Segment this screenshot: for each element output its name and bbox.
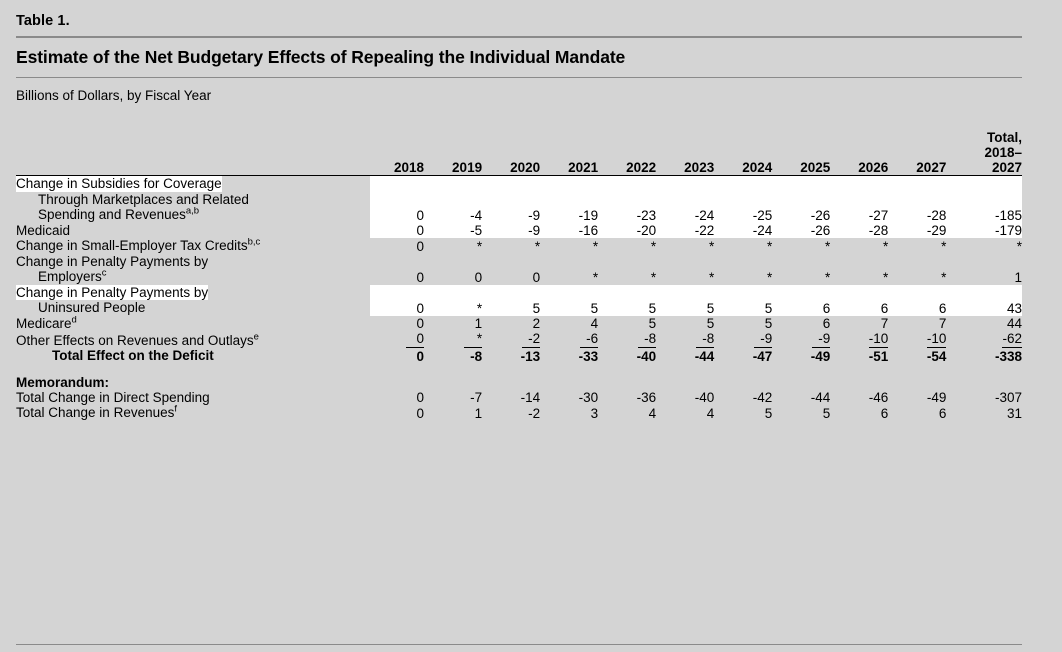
cell-value: * — [592, 238, 599, 254]
cell-value: 6 — [772, 285, 830, 316]
cell-value: -28 — [888, 176, 946, 223]
cell-value: 1 — [474, 405, 483, 421]
cell-value: 5 — [764, 405, 773, 421]
total-header-line-2: 2018– — [984, 145, 1022, 160]
row-label-line-1: Change in Subsidies for Coverage — [16, 176, 222, 191]
cell-value: * — [883, 269, 889, 285]
memorandum-heading: Memorandum: — [16, 374, 110, 390]
cell-value: -4 — [424, 176, 482, 223]
column-header-2025: 2025 — [772, 109, 830, 176]
table-row — [16, 285, 1022, 316]
cell-value: -49 — [810, 348, 831, 364]
row-label-penalty-uninsured — [16, 285, 370, 316]
cell-value: 0 — [416, 405, 425, 421]
cell-value: * — [708, 269, 715, 285]
table-row — [16, 405, 1022, 421]
cell-value: -22 — [656, 223, 714, 239]
cell-value: -9 — [714, 331, 772, 348]
cell-value: -24 — [714, 223, 772, 239]
cell-value: 7 — [880, 316, 889, 331]
row-label-line-3: Spending and Revenues$^{a,b}$ — [38, 205, 200, 222]
row-label-medicaid: Medicaid — [16, 222, 71, 238]
cell-value: -7 — [470, 390, 483, 405]
cell-value-total: -307 — [994, 390, 1022, 405]
total-header-line-1: Total, — [987, 130, 1022, 145]
row-label-other-effects: Other Effects on Revenues and Outlays$^e$ — [16, 331, 259, 348]
cell-value-total: -179 — [946, 223, 1022, 239]
footnote-marker: d — [71, 314, 77, 325]
cell-value: 0 — [370, 285, 424, 316]
cell-value: -30 — [578, 390, 599, 405]
cell-value: 1 — [474, 316, 483, 331]
cell-value: * — [650, 238, 657, 254]
cell-value: * — [941, 238, 947, 254]
table-title: Estimate of the Net Budgetary Effects of Repealing the Individual Mandate — [16, 47, 626, 67]
cell-value-total: 1 — [1014, 269, 1022, 285]
table-subtitle: Billions of Dollars, by Fiscal Year — [16, 88, 212, 103]
cell-value: * — [424, 331, 482, 348]
cell-value: * — [424, 285, 482, 316]
cell-value: -8 — [656, 331, 714, 348]
cell-value: -54 — [926, 348, 947, 364]
cell-value: -9 — [482, 176, 540, 223]
cell-value: -40 — [636, 348, 657, 364]
cell-value: 0 — [416, 390, 425, 405]
row-label-line-2: Uninsured People — [38, 300, 146, 315]
cell-value: -20 — [598, 223, 656, 239]
column-header-2026: 2026 — [830, 109, 888, 176]
row-label-total-change-revenues: Total Change in Revenues$^f$ — [16, 403, 177, 420]
cell-value: -29 — [888, 223, 946, 239]
cell-value: 7 — [938, 316, 947, 331]
cell-value: 5 — [656, 285, 714, 316]
cell-value: -9 — [772, 331, 830, 348]
cell-value-total: * — [1016, 238, 1022, 254]
column-header-2027: 2027 — [888, 109, 946, 176]
cell-value: 4 — [590, 316, 599, 331]
cell-value: -36 — [636, 390, 657, 405]
cell-value: -40 — [694, 390, 715, 405]
cell-value: 0 — [370, 176, 424, 223]
cell-value: 0 — [370, 331, 424, 348]
cell-value-total: -62 — [1002, 331, 1022, 346]
column-header-2020: 2020 — [482, 109, 540, 176]
cell-value: 6 — [938, 405, 947, 421]
cell-value: * — [941, 269, 947, 285]
cell-value: 5 — [706, 316, 715, 331]
cell-value: -6 — [540, 331, 598, 348]
footnote-marker: f — [174, 403, 177, 415]
row-label-total-change-direct-spending: Total Change in Direct Spending — [16, 389, 210, 405]
cell-value: -8 — [598, 331, 656, 348]
cell-value-total: -338 — [994, 348, 1022, 364]
cell-value: * — [708, 238, 715, 254]
footnote-marker: b,c — [247, 236, 261, 248]
cell-value: 0 — [416, 269, 425, 285]
cell-value: 6 — [822, 316, 831, 331]
cell-value: * — [883, 238, 889, 254]
cell-value: 5 — [482, 285, 540, 316]
cell-value: -44 — [694, 348, 715, 364]
table-row — [16, 316, 1022, 332]
cell-value: 6 — [888, 285, 946, 316]
cell-value: -10 — [868, 331, 889, 346]
spacer-row — [16, 364, 1022, 375]
cell-value: -24 — [656, 176, 714, 223]
cell-value: -2 — [528, 405, 541, 421]
table-number-label: Table 1. — [16, 13, 70, 29]
column-header-2018: 2018 — [370, 109, 424, 176]
table-row — [16, 254, 1022, 285]
table-row-total — [16, 348, 1022, 364]
column-header-2024: 2024 — [714, 109, 772, 176]
cell-value: * — [825, 269, 831, 285]
cell-value: -8 — [470, 348, 483, 364]
total-header-line-3: 2027 — [991, 160, 1022, 175]
cell-value: 0 — [532, 269, 541, 285]
cell-value: 3 — [590, 405, 599, 421]
cell-value: -44 — [810, 390, 831, 405]
cell-value: * — [766, 238, 773, 254]
row-label-line-2: Employers$^c$ — [38, 267, 107, 284]
table-row — [16, 176, 1022, 223]
cell-value: * — [534, 238, 541, 254]
cell-value: -26 — [772, 223, 830, 239]
table-row — [16, 223, 1022, 239]
cell-value: -16 — [540, 223, 598, 239]
row-label-subsidies — [16, 176, 370, 223]
cell-value: -19 — [540, 176, 598, 223]
row-label-total-effect-deficit: Total Effect on the Deficit — [52, 348, 214, 363]
footnote-marker: a,b — [185, 205, 200, 217]
cell-value: * — [825, 238, 831, 254]
cell-value: -42 — [752, 390, 773, 405]
cell-value: 5 — [764, 316, 773, 331]
column-header-2023: 2023 — [656, 109, 714, 176]
cell-value: -25 — [714, 176, 772, 223]
cell-value: -47 — [752, 348, 773, 364]
table-row — [16, 238, 1022, 254]
cell-value: -33 — [578, 348, 599, 364]
row-label-penalty-employers — [16, 254, 370, 285]
cell-value: * — [650, 269, 657, 285]
cell-value: -46 — [868, 390, 889, 405]
cell-value: -49 — [926, 390, 947, 405]
cell-value: 0 — [416, 238, 425, 254]
budget-table — [16, 109, 1022, 421]
column-header-2022: 2022 — [598, 109, 656, 176]
cell-value: -28 — [830, 223, 888, 239]
cell-value: * — [592, 269, 599, 285]
cell-value: 2 — [532, 316, 541, 331]
cell-value: 0 — [474, 269, 483, 285]
cell-value-total: 43 — [946, 285, 1022, 316]
cell-value-total: 44 — [1006, 316, 1022, 331]
row-label-small-employer-tax-credits: Change in Small-Employer Tax Credits$^{b,c}$ — [16, 236, 261, 253]
row-label-line-1: Change in Penalty Payments by — [16, 284, 209, 300]
row-label-medicare: Medicare$^d$ — [16, 314, 77, 331]
cell-value: * — [766, 269, 773, 285]
cell-value: 5 — [540, 285, 598, 316]
column-header-total — [946, 109, 1022, 176]
cell-value: 0 — [370, 223, 424, 239]
cell-value: -9 — [482, 223, 540, 239]
cell-value: -2 — [482, 331, 540, 348]
cell-value: -26 — [772, 176, 830, 223]
cell-value: -10 — [926, 331, 947, 346]
cell-value: 6 — [830, 285, 888, 316]
cell-value: 5 — [714, 285, 772, 316]
column-header-2021: 2021 — [540, 109, 598, 176]
cell-value: 4 — [706, 405, 715, 421]
cell-value: 5 — [648, 316, 657, 331]
footnote-marker: e — [253, 331, 259, 342]
cell-value-total: -185 — [946, 176, 1022, 223]
cell-value: 0 — [416, 316, 425, 331]
cell-value: -5 — [424, 223, 482, 239]
table-row — [16, 331, 1022, 348]
footnote-marker: c — [101, 267, 107, 279]
cell-value: -23 — [598, 176, 656, 223]
table-header-row — [16, 109, 1022, 176]
row-label-line-1: Change in Penalty Payments by — [16, 253, 209, 269]
cell-value: -14 — [520, 390, 541, 405]
cell-value: 6 — [880, 405, 889, 421]
header-blank-cell — [16, 109, 370, 176]
cell-value: 5 — [822, 405, 831, 421]
cell-value: -27 — [830, 176, 888, 223]
cell-value-total: 31 — [1006, 405, 1022, 421]
memorandum-heading-row — [16, 375, 1022, 390]
cell-value: -51 — [868, 348, 889, 364]
cell-value: -13 — [520, 348, 541, 364]
bottom-divider — [16, 644, 1022, 645]
cell-value: 4 — [648, 405, 657, 421]
cell-value: 5 — [598, 285, 656, 316]
cell-value: 0 — [416, 348, 425, 364]
cell-value: * — [476, 238, 483, 254]
table-row — [16, 390, 1022, 406]
column-header-2019: 2019 — [424, 109, 482, 176]
row-label-line-2: Through Marketplaces and Related — [38, 191, 249, 207]
